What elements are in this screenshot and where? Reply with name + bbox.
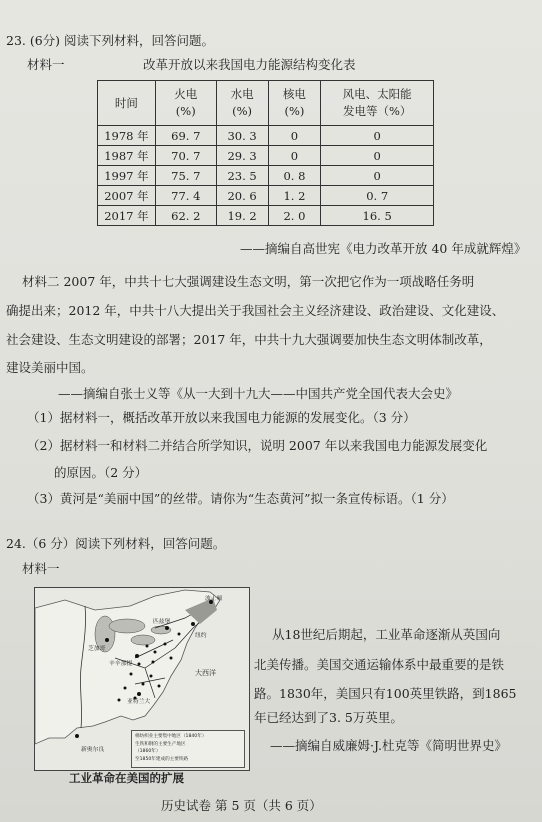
q24-source: ——摘编自威廉姆·J.杜克等《简明世界史》 [270, 738, 507, 753]
table-cell: 1978 年 [98, 126, 156, 146]
q24-text-line-4: 年已经达到了3. 5万英里。 [254, 710, 403, 725]
material2-line-4: 建设美丽中国。 [6, 360, 94, 375]
map-label-neworleans: 新奥尔良 [81, 747, 105, 753]
map-caption: 工业革命在美国的扩展 [69, 771, 184, 785]
table-header-text: (%) [175, 104, 196, 118]
table-header-text: (%) [284, 104, 305, 118]
table-cell: 0 [321, 146, 434, 166]
energy-structure-table [97, 80, 434, 226]
table-header-text: 时间 [114, 95, 138, 110]
map-legend [131, 730, 245, 768]
table-cell: 0. 7 [321, 186, 434, 206]
q24-text-line-1: 从18世纪后期起，工业革命逐渐从英国向 [272, 627, 501, 642]
table-cell: 70. 7 [155, 146, 216, 166]
table-header-text: 水电 [230, 87, 254, 102]
map-label-pittsburgh: 匹兹堡 [153, 619, 171, 625]
q23-question-2-line-2: 的原因。（2 分） [54, 465, 148, 480]
table-cell: 2017 年 [98, 206, 156, 226]
legend-item-cotton: 棉纺织业主要集中地区（1840年） [135, 734, 207, 739]
table-row [98, 166, 434, 186]
map-label-chicago: 芝加哥 [88, 646, 106, 652]
table-header-cell [98, 81, 156, 126]
legend-item-iron-steel: 生铁和钢的主要生产地区 [135, 742, 186, 747]
table-header-text: 火电 [174, 87, 198, 102]
table-cell: 23. 5 [216, 166, 268, 186]
q24-header: 24.（6 分）阅读下列材料，回答问题。 [6, 536, 226, 551]
table-body [98, 126, 434, 226]
table-cell: 0 [321, 126, 434, 146]
q23-material1-label: 材料一 [27, 57, 65, 72]
table-cell: 75. 7 [155, 166, 216, 186]
table-cell: 19. 2 [216, 206, 268, 226]
q24-text-line-3: 路。1830年，美国只有100英里铁路，到1865 [254, 686, 517, 701]
table-header-text: (%) [232, 104, 253, 118]
table-header-cell [321, 81, 434, 126]
source1: ——摘编自高世宪《电力改革开放 40 年成就辉煌》 [240, 241, 527, 256]
table-header-cell [155, 81, 216, 126]
table-cell: 1987 年 [98, 146, 156, 166]
map-label-atlanta: 亚特兰大 [127, 699, 151, 705]
q23-header: 23. (6分) 阅读下列材料，回答问题。 [6, 33, 215, 48]
q23-question-3: （3）黄河是“美丽中国”的丝带。请你为“生态黄河”拟一条宣传标语。（1 分） [27, 491, 454, 506]
table-header-text: 风电、太阳能 [342, 87, 412, 102]
table-title: 改革开放以来我国电力能源结构变化表 [143, 57, 356, 72]
table-header-cell [216, 81, 268, 126]
table-cell: 0. 8 [268, 166, 321, 186]
material2-line-1: 材料二 2007 年，中共十七大强调建设生态文明，第一次把它作为一项战略任务明 [22, 274, 475, 289]
table-cell: 30. 3 [216, 126, 268, 146]
table-header-row [98, 81, 434, 126]
table-row [98, 146, 434, 166]
table-row [98, 186, 434, 206]
table-row [98, 126, 434, 146]
table-cell: 16. 5 [321, 206, 434, 226]
q23-question-1: （1）据材料一，概括改革开放以来我国电力能源的发展变化。（3 分） [27, 410, 416, 425]
map-label-cincinnati: 辛辛那提 [109, 661, 133, 667]
q24-material1-label: 材料一 [22, 561, 60, 576]
table-header-cell [268, 81, 321, 126]
table-header-text: 核电 [282, 87, 306, 102]
map-label-boston: 波士顿 [205, 596, 223, 602]
table-cell: 20. 6 [216, 186, 268, 206]
table-cell: 2. 0 [268, 206, 321, 226]
page-footer: 历史试卷 第 5 页（共 6 页） [161, 798, 322, 813]
table-cell: 1997 年 [98, 166, 156, 186]
material2-line-2: 确提出来；2012 年，中共十八大提出关于我国社会主义经济建设、政治建设、文化建设、 [6, 303, 505, 318]
q24-text-line-2: 北美传播。美国交通运输体系中最重要的是铁 [254, 657, 505, 672]
table-row [98, 206, 434, 226]
us-industrial-revolution-map [34, 587, 250, 771]
map-label-ocean: 大西洋 [195, 669, 216, 677]
table-cell: 0 [268, 126, 321, 146]
table-cell: 0 [268, 146, 321, 166]
legend-item-railway: 至1850年建成的主要铁路 [135, 757, 189, 762]
table-cell: 29. 3 [216, 146, 268, 166]
table-cell: 2007 年 [98, 186, 156, 206]
table-header-text: 发电等（%） [342, 104, 412, 118]
legend-item-iron-steel-year: （1860年） [135, 749, 161, 754]
material2-line-3: 社会建设、生态文明建设的部署；2017 年，中共十九大强调要加快生态文明体制改革， [6, 332, 492, 347]
source2: ——摘编自张士义等《从一大到十九大——中国共产党全国代表大会史》 [58, 386, 459, 401]
table-cell: 69. 7 [155, 126, 216, 146]
table-cell: 77. 4 [155, 186, 216, 206]
map-label-newyork: 纽约 [195, 633, 207, 639]
table-cell: 0 [321, 166, 434, 186]
table-cell: 62. 2 [155, 206, 216, 226]
table-cell: 1. 2 [268, 186, 321, 206]
q23-question-2-line-1: （2）据材料一和材料二并结合所学知识，说明 2007 年以来我国电力能源发展变化 [27, 438, 488, 453]
